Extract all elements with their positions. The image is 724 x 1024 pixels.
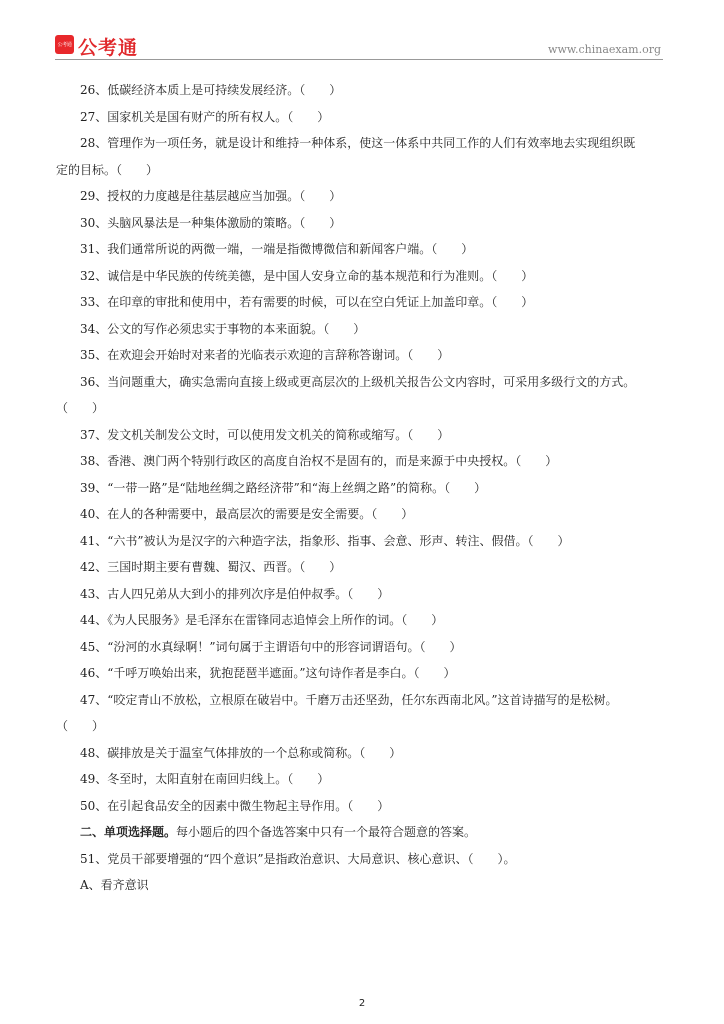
page-header bbox=[0, 0, 724, 64]
question-41: 41、“六书”被认为是汉字的六种造字法，指象形、指事、会意、形声、转注、假借。（ ） bbox=[80, 533, 570, 548]
logo-icon: 公考通 bbox=[55, 35, 74, 54]
header-divider bbox=[55, 59, 663, 60]
question-28-continued: 定的目标。（ ） bbox=[56, 162, 159, 177]
question-50: 50、在引起食品安全的因素中微生物起主导作用。（ ） bbox=[80, 798, 390, 813]
question-30: 30、头脑风暴法是一种集体激励的策略。（ ） bbox=[80, 215, 342, 230]
question-26: 26、低碳经济本质上是可持续发展经济。（ ） bbox=[80, 83, 342, 97]
question-34: 34、公文的写作必须忠实于事物的本来面貌。（ ） bbox=[80, 321, 366, 336]
question-32: 32、诚信是中华民族的传统美德，是中国人安身立命的基本规范和行为准则。（ ） bbox=[80, 268, 534, 283]
question-43: 43、古人四兄弟从大到小的排列次序是伯仲叔季。（ ） bbox=[80, 586, 390, 601]
question-36-continued: （ ） bbox=[56, 401, 105, 415]
question-42: 42、三国时期主要有曹魏、蜀汉、西晋。（ ） bbox=[80, 560, 342, 574]
question-40: 40、在人的各种需要中，最高层次的需要是安全需要。（ ） bbox=[80, 507, 414, 521]
question-39: 39、“一带一路”是“陆地丝绸之路经济带”和“海上丝绸之路”的简称。（ ） bbox=[80, 480, 487, 495]
question-27: 27、国家机关是国有财产的所有权人。（ ） bbox=[80, 109, 330, 124]
question-49: 49、冬至时，太阳直射在南回归线上。（ ） bbox=[80, 772, 330, 786]
question-47-continued: （ ） bbox=[56, 719, 105, 733]
question-31: 31、我们通常所说的两微一端，一端是指微博微信和新闻客户端。（ ） bbox=[80, 242, 474, 256]
question-28: 28、管理作为一项任务，就是设计和维持一种体系，使这一体系中共同工作的人们有效率地去实现组织既 bbox=[80, 136, 636, 150]
section-heading bbox=[56, 819, 666, 846]
question-46: 46、“千呼万唤始出来，犹抱琵琶半遮面。”这句诗作者是李白。（ ） bbox=[80, 666, 456, 680]
document-body bbox=[56, 77, 666, 899]
question-29: 29、授权的力度越是往基层越应当加强。（ ） bbox=[80, 189, 342, 203]
section-instruction: 每小题后的四个备选答案中只有一个最符合题意的答案。 bbox=[176, 825, 477, 839]
question-45: 45、“汾河的水真绿啊！”词句属于主谓语句中的形容词谓语句。（ ） bbox=[80, 639, 462, 654]
question-35: 35、在欢迎会开始时对来者的光临表示欢迎的言辞称答谢词。（ ） bbox=[80, 348, 450, 362]
question-38: 38、香港、澳门两个特别行政区的高度自治权不是固有的，而是来源于中央授权。（ ） bbox=[80, 454, 558, 468]
question-48: 48、碳排放是关于温室气体排放的一个总称或简称。（ ） bbox=[80, 745, 402, 760]
question-47: 47、“咬定青山不放松，立根原在破岩中。千磨万击还坚劲，任尔东西南北风。”这首诗描写的是松树。 bbox=[80, 692, 618, 707]
site-url: www.chinaexam.org bbox=[548, 43, 661, 56]
question-51-option-a: A、看齐意识 bbox=[80, 878, 149, 892]
question-36: 36、当问题重大，确实急需向直接上级或更高层次的上级机关报告公文内容时，可采用多级行文的方式。 bbox=[80, 374, 636, 389]
section-title: 二、单项选择题。 bbox=[80, 825, 177, 839]
page-number: 2 bbox=[358, 998, 366, 1009]
question-37: 37、发文机关制发公文时，可以使用发文机关的简称或缩写。（ ） bbox=[80, 427, 450, 442]
question-51: 51、党员干部要增强的“四个意识”是指政治意识、大局意识、核心意识、（ ）。 bbox=[80, 851, 516, 866]
question-33: 33、在印章的审批和使用中，若有需要的时候，可以在空白凭证上加盖印章。（ ） bbox=[80, 295, 534, 309]
question-44: 44、《为人民服务》是毛泽东在雷锋同志追悼会上所作的词。（ ） bbox=[80, 613, 444, 627]
logo-text: 公考通 bbox=[78, 37, 139, 59]
